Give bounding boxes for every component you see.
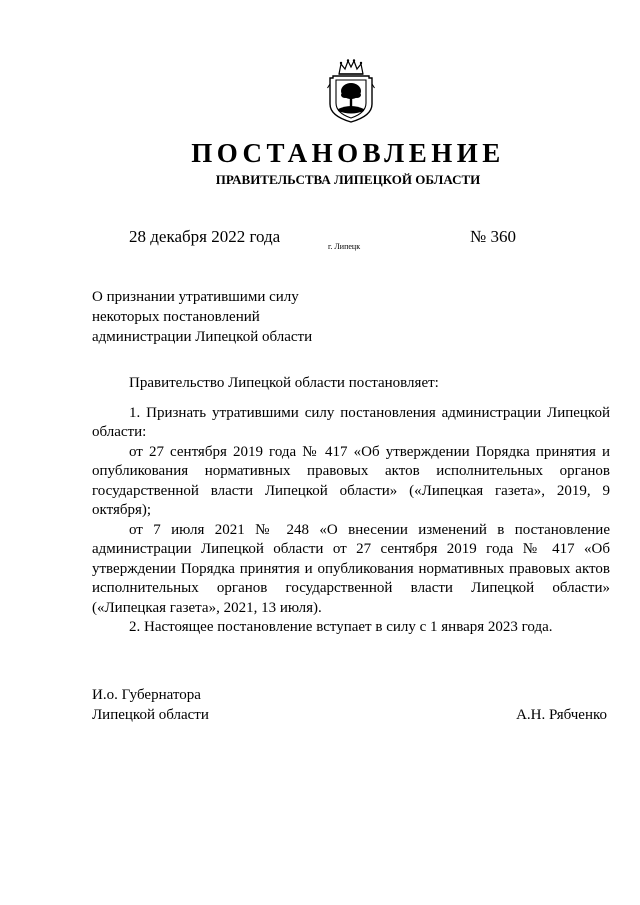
- signatory-position-line: Липецкой области: [92, 707, 209, 723]
- body-paragraph: 2. Настоящее постановление вступает в силу с 1 января 2023 года.: [129, 619, 553, 635]
- coat-of-arms-icon: [327, 58, 375, 124]
- body-paragraph: от 27 сентября 2019 года № 417 «Об утверждении Порядка принятия и опубликования нормативных правовых актов исполнительных органов государственной власти Липецкой области» («Липецкая газета», 2019, 9 октября);: [92, 443, 610, 518]
- subject-line: некоторых постановлений: [92, 309, 260, 325]
- document-number: № 360: [470, 227, 516, 246]
- signatory-position: [92, 685, 209, 725]
- body-paragraph: от 7 июля 2021 № 248 «О внесении изменений в постановление администрации Липецкой области от 27 сентября 2019 года № 417 «Об утверждении Порядка принятия и опубликования нормативных правовых актов исполнительных органов государственной власти Липецкой области» («Липецкая газета», 2021, 13 июля).: [92, 521, 610, 616]
- document-date: 28 декабря 2022 года: [129, 227, 281, 246]
- document-title: ПОСТАНОВЛЕНИЕ: [191, 138, 505, 168]
- signatory-position-line: И.о. Губернатора: [92, 687, 201, 703]
- signatory-name: А.Н. Рябченко: [516, 707, 607, 723]
- body-paragraph: 1. Признать утратившими силу постановления администрации Липецкой области:: [92, 404, 610, 440]
- subject-line: О признании утратившими силу: [92, 289, 299, 305]
- preamble: Правительство Липецкой области постановляет:: [129, 375, 439, 391]
- document-body: [92, 374, 610, 638]
- document-subject: [92, 287, 312, 347]
- issuing-authority: ПРАВИТЕЛЬСТВА ЛИПЕЦКОЙ ОБЛАСТИ: [215, 172, 481, 187]
- document-city: г. Липецк: [328, 242, 361, 251]
- subject-line: администрации Липецкой области: [92, 329, 313, 345]
